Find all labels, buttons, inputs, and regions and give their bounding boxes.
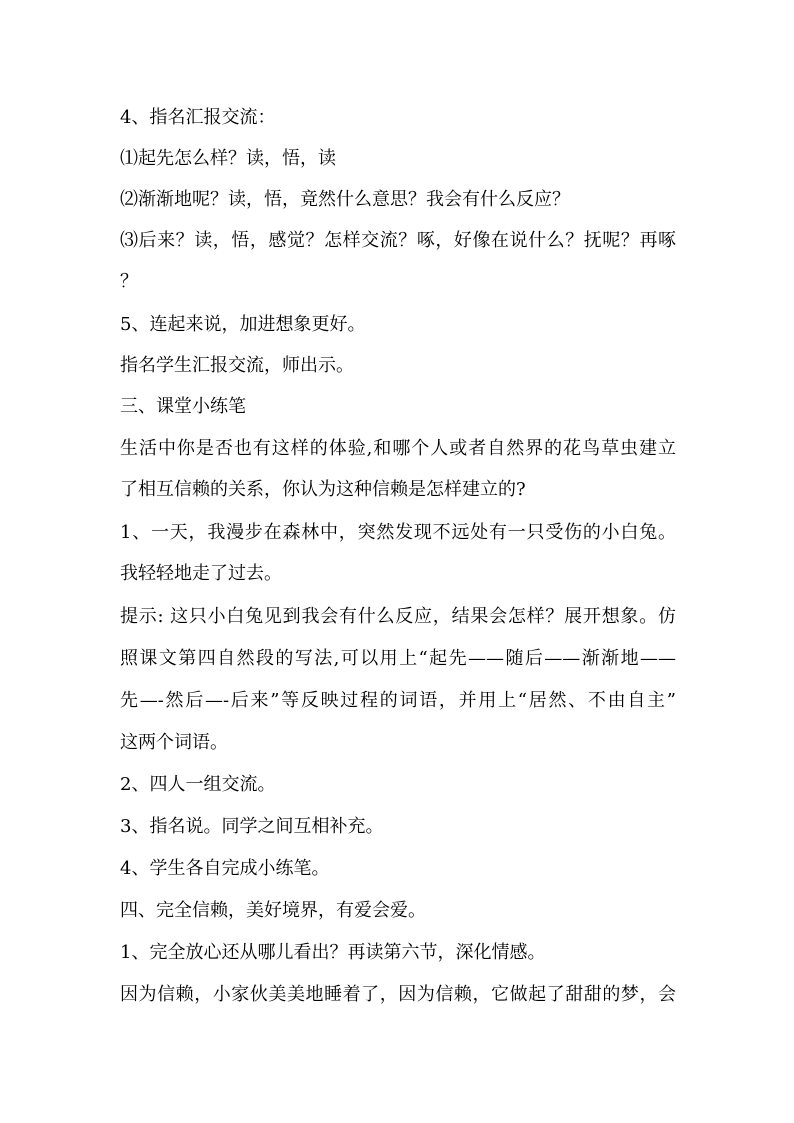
text-line: 因为信赖，小家伙美美地睡着了，因为信赖，它做起了甜甜的梦，会 [120, 984, 676, 1005]
section-heading: 四、完全信赖，美好境界，有爱会爱。 [120, 900, 426, 921]
text-line: ⑴起先怎么样？读，悟，读 [120, 148, 336, 169]
text-line: 我轻轻地走了过去。 [120, 563, 282, 584]
text-line: 指名学生汇报交流，师出示。 [120, 355, 354, 376]
text-line: ⑶后来？读，悟，感觉？怎样交流？啄，好像在说什么？抚呢？再啄 [120, 230, 676, 251]
text-line: 3、指名说。同学之间互相补充。 [120, 816, 384, 837]
text-line: ⑵渐渐地呢？读，悟，竟然什么意思？我会有什么反应？ [120, 189, 570, 210]
text-line: 5、连起来说，加进想象更好。 [120, 314, 366, 335]
text-line: 4、学生各自完成小练笔。 [120, 858, 330, 879]
text-line: ？ [120, 271, 138, 292]
text-line: 4、指名汇报交流： [120, 107, 276, 128]
text-line: 1、完全放心还从哪儿看出？再读第六节，深化情感。 [120, 942, 546, 963]
text-line: 先—-然后—-后来”等反映过程的词语，并用上“居然、不由自主” [120, 690, 676, 711]
section-heading: 三、课堂小练笔 [120, 396, 246, 417]
text-line: 了相互信赖的关系，你认为这种信赖是怎样建立的? [120, 479, 526, 500]
text-line: 1、一天，我漫步在森林中，突然发现不远处有一只受伤的小白兔。 [120, 522, 676, 543]
text-line: 生活中你是否也有这样的体验,和哪个人或者自然界的花鸟草虫建立 [120, 438, 676, 459]
text-line: 这两个词语。 [120, 732, 228, 753]
text-line: 提示: 这只小白兔见到我会有什么反应，结果会怎样？展开想象。仿 [120, 606, 676, 627]
text-line: 照课文第四自然段的写法,可以用上“起先——随后——渐渐地—— [120, 648, 676, 669]
text-line: 2、四人一组交流。 [120, 774, 276, 795]
